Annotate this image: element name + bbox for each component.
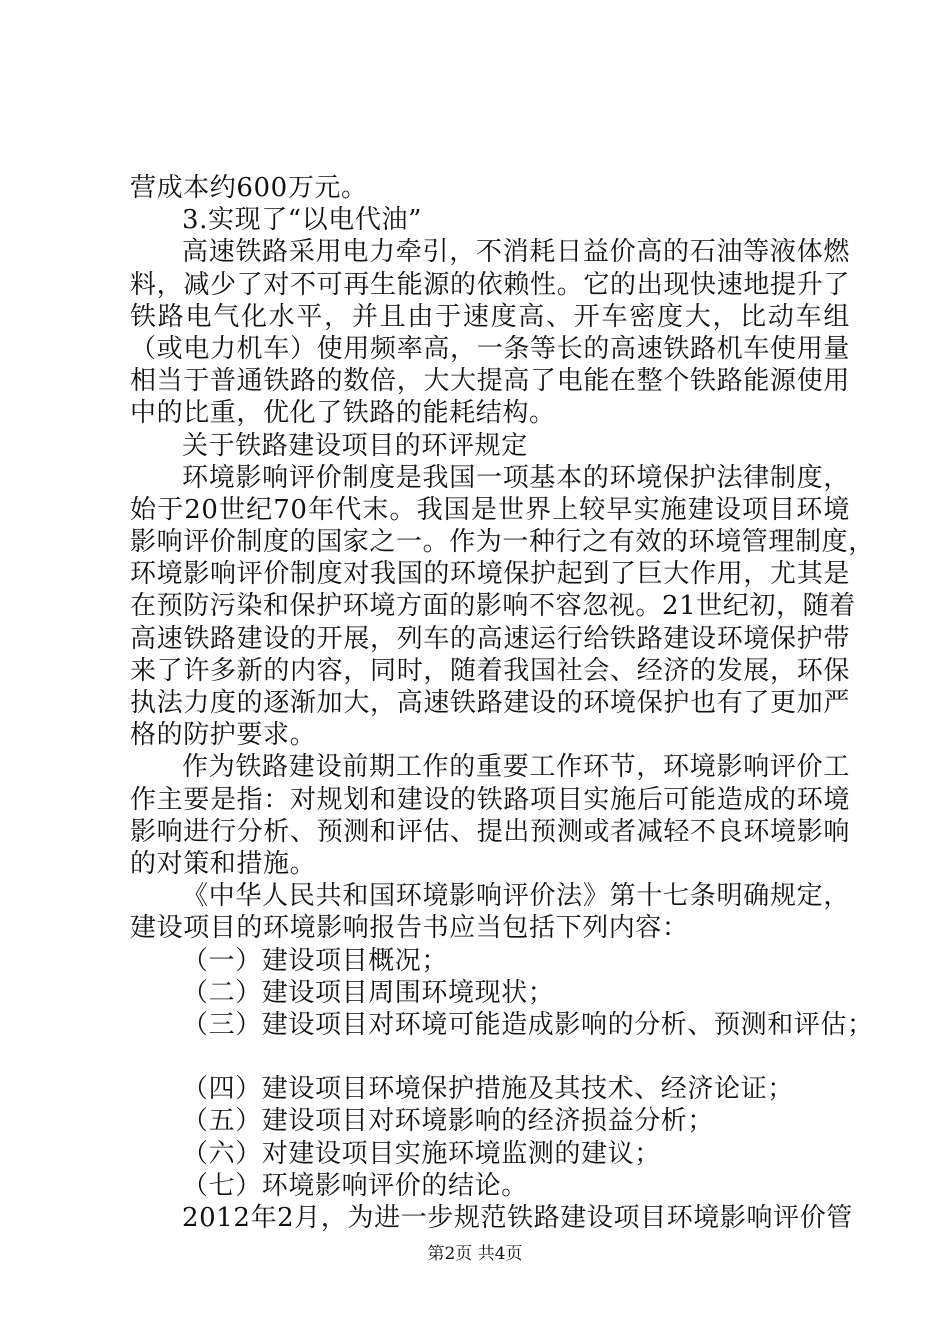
list-item: （二）建设项目周围环境现状； [182, 977, 555, 1008]
text-line: 《中华人民共和国环境影响评价法》第十七条明确规定， [182, 881, 850, 912]
text-line: 中的比重，优化了铁路的能耗结构。 [130, 398, 556, 429]
text-line: （或电力机车）使用频率高，一条等长的高速铁路机车使用量 [130, 333, 850, 364]
section-heading: 关于铁路建设项目的环评规定 [182, 430, 528, 461]
text-line: 营成本约600万元。 [130, 173, 368, 203]
document-body [130, 172, 875, 1234]
text-line: 铁路电气化水平，并且由于速度高、开车密度大，比动车组 [130, 301, 850, 332]
text-line: 格的防护要求。 [130, 720, 317, 751]
text-line: 高速铁路建设的开展，列车的高速运行给铁路建设环境保护带 [130, 623, 850, 654]
list-item: （四）建设项目环境保护措施及其技术、经济论证； [182, 1074, 794, 1105]
list-item: （五）建设项目对环境影响的经济损益分析； [182, 1106, 715, 1137]
page-number: 第2页 共4页 [427, 1244, 523, 1264]
text-line: 作主要是指：对规划和建设的铁路项目实施后可能造成的环境 [130, 784, 850, 815]
text-line: 2012年2月，为进一步规范铁路建设项目环境影响评价管 [182, 1203, 853, 1233]
text-line: 相当于普通铁路的数倍，大大提高了电能在整个铁路能源使用 [130, 366, 850, 397]
list-item: （一）建设项目概况； [182, 945, 449, 976]
text-line: 建设项目的环境影响报告书应当包括下列内容： [130, 913, 689, 944]
text-line: 始于20世纪70年代末。我国是世界上较早实施建设项目环境 [130, 494, 850, 525]
text-line: 环境影响评价制度对我国的环境保护起到了巨大作用，尤其是 [130, 559, 850, 590]
list-item: （三）建设项目对环境可能造成影响的分析、预测和评估； [182, 1009, 874, 1040]
list-item: （六）对建设项目实施环境监测的建议； [182, 1138, 661, 1169]
text-line: 执法力度的逐渐加大，高速铁路建设的环境保护也有了更加严 [130, 688, 850, 718]
list-item: （七）环境影响评价的结论。 [182, 1170, 528, 1201]
text-line: 影响进行分析、预测和评估、提出预测或者减轻不良环境影响 [130, 816, 850, 847]
text-line: 影响评价制度的国家之一。作为一种行之有效的环境管理制度， [130, 527, 875, 558]
text-line: 作为铁路建设前期工作的重要工作环节，环境影响评价工 [182, 752, 850, 783]
text-line: 来了许多新的内容，同时，随着我国社会、经济的发展，环保 [130, 655, 850, 686]
text-line: 在预防污染和保护环境方面的影响不容忽视。21世纪初，随着 [130, 591, 856, 622]
text-line: 料，减少了对不可再生能源的依赖性。它的出现快速地提升了 [130, 269, 850, 300]
blank-line [130, 1041, 850, 1073]
text-line: 的对策和措施。 [130, 848, 317, 879]
section-heading: 3.实现了“以电代油” [182, 205, 422, 236]
text-line: 环境影响评价制度是我国一项基本的环境保护法律制度， [182, 462, 850, 493]
text-line: 高速铁路采用电力牵引，不消耗日益价高的石油等液体燃 [182, 237, 850, 268]
